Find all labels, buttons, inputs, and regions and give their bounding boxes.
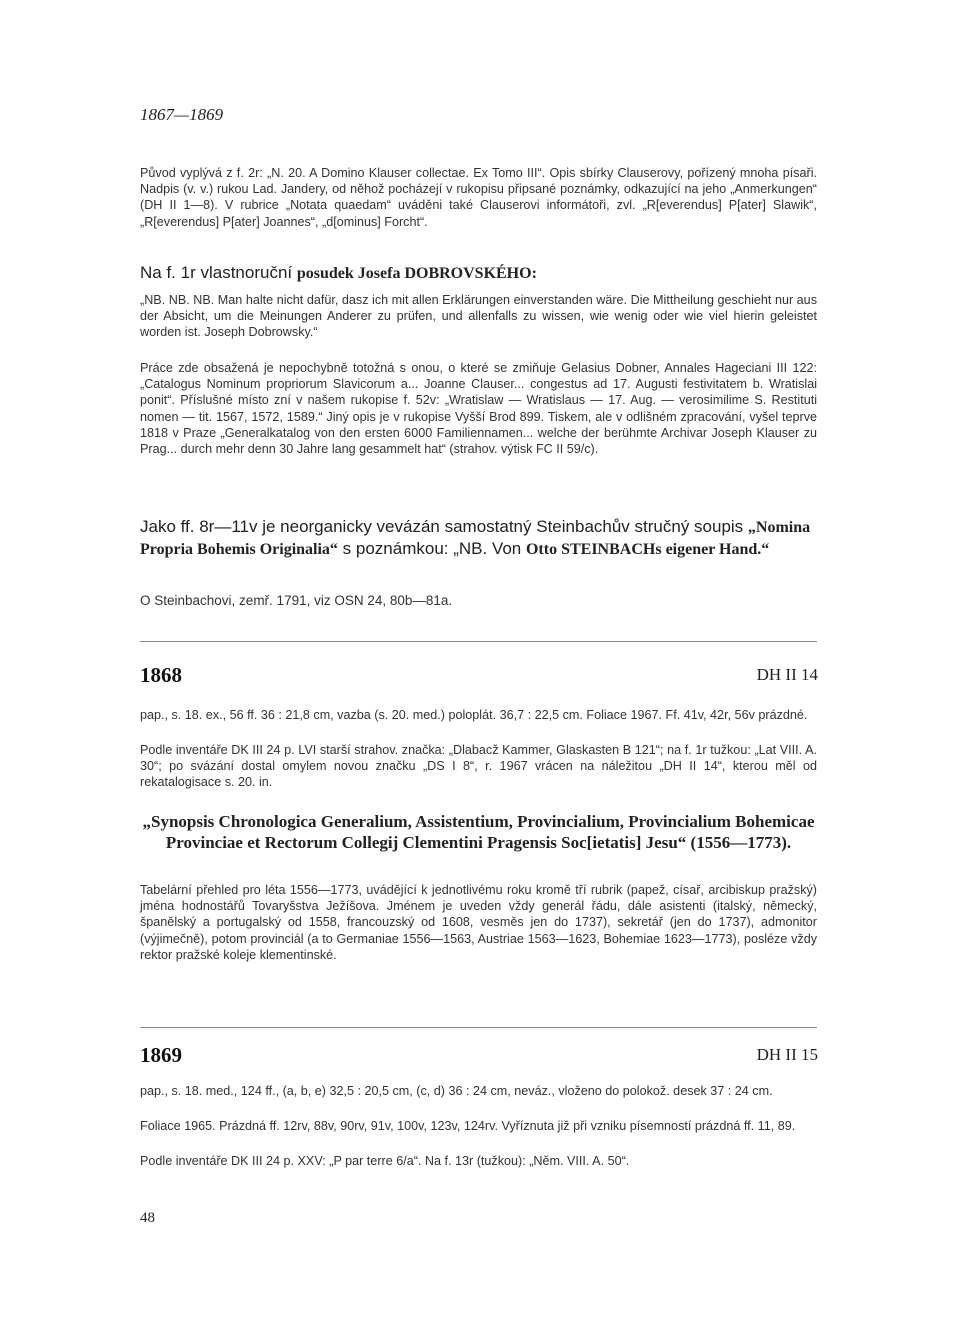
entry-1869-inventory: Podle inventáře DK III 24 p. XXV: „P par terre 6/a“. Na f. 13r (tužkou): „Něm. VIII. A. 50“. [140,1154,630,1168]
entry-1868-title: „Synopsis Chronologica Generalium, Assistentium, Provincialium, Provincialium Bohemicae Provinciae et Rectorum Collegij Clementini Pragensis Soc[ietatis] Jesu“ (1556—1773). [142,812,815,852]
dobrovsky-heading-bold: posudek Josefa DOBROVSKÉHO: [296,265,537,282]
entry-1868-description: Tabelární přehled pro léta 1556—1773, uvádějící k jednotlivému roku kromě tří rubrik (papež, císař, arcibiskup pražský) jména hodnostářů Tovaryšstva Ježíšova. Jménem je uveden vždy generál řádu, dále asistenti (italský, německý, španělský a portugalský od 1558, francouzský od 1608, vesměs jen do 1737), sekretář (jen do 1737), admonitor (výjimečně), potom provinciál (a to Germaniae 1556—1563, Austriae 1563—1623, Bohemiae 1623—1773), posléze vždy rektor pražské koleje klementinské. [140,883,817,962]
steinbach-text-2: s poznámkou: „NB. Von [337,539,526,558]
entry-1869-foliation: Foliace 1965. Prázdná ff. 12rv, 88v, 90rv, 91v, 100v, 123v, 124rv. Vyříznuta již při vzniku písemností prázdná ff. 11, 89. [140,1119,796,1133]
page-number: 48 [140,1210,155,1226]
steinbach-text-1: Jako ff. 8r—11v je neorganicky vevázán samostatný Steinbachův stručný soupis [140,517,748,536]
entry-number-1868: 1868 [140,663,182,687]
steinbach-title: „Nomina Propria Bohemis Originalia“ [140,519,811,558]
dobrovsky-quote: „NB. NB. NB. Man halte nicht dafür, dasz ich mit allen Erklärungen einverstanden wäre. Die Mittheilung geschieht nur aus der Absicht, um die Meinungen Anderer zu prüfen, und allenfalls zu wissen, wie wenig oder wie viel hierin geleistet worden ist. Joseph Dobrowsky.“ [140,293,817,340]
divider-rule [140,641,817,642]
entry-1869-physical: pap., s. 18. med., 124 ff., (a, b, e) 32,5 : 20,5 cm, (c, d) 36 : 24 cm, neváz., vloženo do polokož. desek 37 : 24 cm. [140,1084,773,1098]
origin-paragraph: Původ vyplývá z f. 2r: „N. 20. A Domino Klauser collectae. Ex Tomo III“. Opis sbírky Clauserovy, pořízený mnoha písaři. Nadpis (v. v.) rukou Lad. Jandery, od něhož pocházejí v rukopisu připsané poznámky, odkazující na jeho „Anmerkungen“ (DH II 1—8). V rubrice „Notata quaedam“ uváděni také Clauserovi informátoři, zvl. „R[everendus] P[ater] Slawik“, „R[everendus] P[ater] Joannes“, „d[ominus] Forcht“. [140,166,817,229]
entry-signature-1868: DH II 14 [756,665,818,684]
entry-1868-physical: pap., s. 18. ex., 56 ff. 36 : 21,8 cm, vazba (s. 20. med.) poloplát. 36,7 : 22,5 cm. Foliace 1967. Ff. 41v, 42r, 56v prázdné. [140,708,808,722]
running-head: 1867—1869 [140,105,224,124]
divider-rule [140,1027,817,1028]
steinbach-name: Otto STEINBACHs eigener Hand.“ [525,541,770,558]
dobrovsky-heading [140,262,817,284]
entry-number-1869: 1869 [140,1043,182,1067]
steinbach-note: O Steinbachovi, zemř. 1791, viz OSN 24, 80b—81a. [140,593,453,608]
dobrovsky-heading-lead: Na f. 1r vlastnoruční [140,263,293,282]
entry-1868-inventory: Podle inventáře DK III 24 p. LVI starší strahov. značka: „Dlabacž Kammer, Glaskasten B 121“; na f. 1r tužkou: „Lat VIII. A. 30“; po svázání dostal omylem novou značku „DS I 8“, r. 1967 vrácen na náležitou „DH II 14“, kterou měl od rekatalogisace s. 20. in. [140,743,817,790]
prace-paragraph: Práce zde obsažená je nepochybně totožná s onou, o které se zmiňuje Gelasius Dobner, Annales Hageciani III 122: „Catalogus Nominum propriorum Slavicorum a... Joanne Clauser... congestus ad 17. Augusti festivitatem b. Wratislai ponit“. Příslušné místo zní v našem rukopise f. 52v: „Wratislaw — Wratislaus — 17. Aug. — verosimilime S. Restituti nomen — tit. 1567, 1572, 1589.“ Jiný opis je v rukopise Vyšší Brod 899. Tiskem, ale v odlišném zpracování, vyšel teprve 1818 v Praze „Generalkatalog von den ersten 6000 Familiennamen... welche der berühmte Archivar Joseph Klauser zu Prag... durch mehr denn 30 Jahre lang gesammelt hat“ (strahov. výtisk FC II 59/c). [140,361,817,457]
steinbach-paragraph [140,516,817,560]
entry-signature-1869: DH II 15 [756,1045,818,1064]
